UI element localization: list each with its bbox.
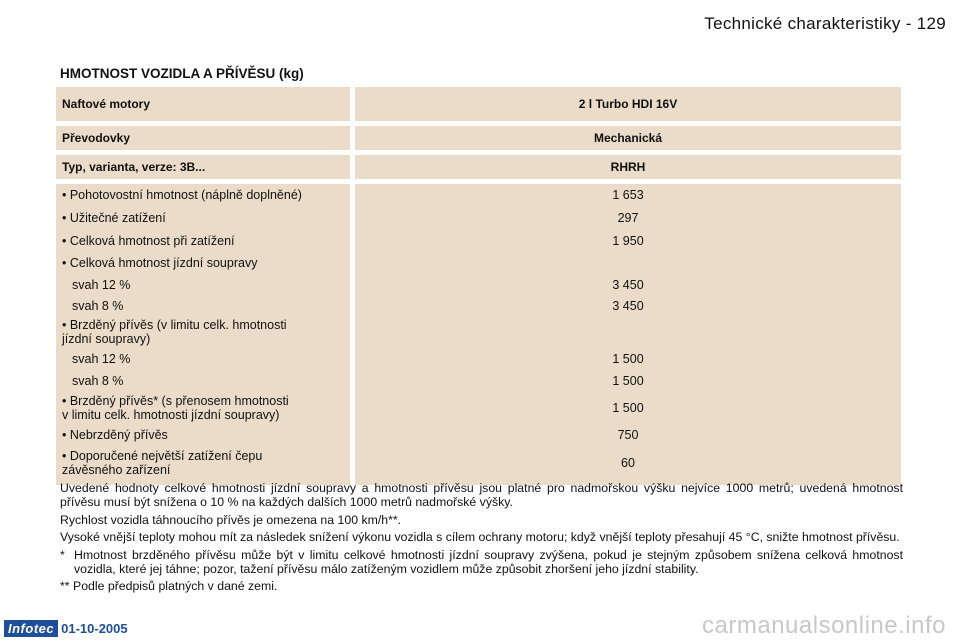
table-row-label: • Celková hmotnost při zatížení <box>62 233 235 248</box>
table-row-value <box>355 252 901 274</box>
table-row-label: • Brzděný přívěs* (s přenosem hmotnosti v limitu celk. hmotnosti jízdní soupravy) <box>62 393 289 422</box>
notes <box>60 481 903 597</box>
engine-label: Naftové motory <box>56 87 350 121</box>
footnote-2: ** Podle předpisů platných v dané zemi. <box>60 579 278 593</box>
gearbox-label: Převodovky <box>56 126 350 150</box>
weights-table <box>56 87 901 485</box>
note-altitude: Uvedené hodnoty celkové hmotnosti jízdní soupravy a hmotnosti přívěsu jsou platné pro nadmořskou výšku nejvíce 1000 metrů; uvedená hmotnost přívěsu musí být snížena o 10 % na každých dalších 1000 metrů nadmořské výšky. <box>60 481 903 509</box>
weights-values <box>355 184 901 485</box>
table-row-engine <box>56 87 901 121</box>
note-speed: Rychlost vozidla táhnoucího přívěs je omezena na 100 km/h**. <box>60 512 402 527</box>
table-row-type <box>56 155 901 179</box>
type-value: RHRH <box>355 155 901 179</box>
footnote-1 <box>60 548 903 576</box>
table-row-value: 1 500 <box>612 352 644 366</box>
table-row-label: • Nebrzděný přívěs <box>62 428 168 442</box>
footnote-1-text: Hmotnost brzděného přívěsu může být v limitu celkové hmotnosti jízdní soupravy zvýšena, pokud je stejným způsobem snížena celková hmotnost vozidla, které jej táhne; pozor, tažení přívěsu málo zatíženým vozidlem může způsobit zhoršení jeho jízdní stability. <box>74 547 903 576</box>
weights-body <box>56 184 901 485</box>
table-row-value: 1 950 <box>612 233 644 248</box>
footer-date: 01-10-2005 <box>61 621 128 636</box>
table-row-gearbox <box>56 126 901 150</box>
engine-value: 2 l Turbo HDI 16V <box>355 87 901 121</box>
table-row-label: svah 8 % <box>72 373 124 388</box>
table-row-value: 1 500 <box>612 400 644 415</box>
gearbox-value: Mechanická <box>355 126 901 150</box>
table-row-value: 1 653 <box>612 188 644 202</box>
note-temperature: Vysoké vnější teploty mohou mít za následek snížení výkonu vozidla s cílem ochrany motoru; když vnější teploty přesahují 45 °C, snižte hmotnost přívěsu. <box>60 530 900 544</box>
type-label: Typ, varianta, verze: 3B... <box>56 155 350 179</box>
table-row-label: svah 12 % <box>72 278 131 292</box>
table-row-value: 60 <box>621 455 635 470</box>
page-header: Technické charakteristiky - 129 <box>704 14 946 33</box>
footer <box>4 620 128 637</box>
table-row-value: 3 450 <box>612 299 644 313</box>
table-row-label: • Užitečné zatížení <box>62 210 166 225</box>
table-row-value: 297 <box>617 210 639 225</box>
table-row-label: • Doporučené největší zatížení čepu závěsného zařízení <box>62 448 263 477</box>
table-row-label: svah 8 % <box>72 299 124 313</box>
table-row-value: 3 450 <box>612 278 644 292</box>
weights-labels <box>56 184 350 485</box>
table-row-label: • Pohotovostní hmotnost (náplně doplněné) <box>62 188 302 202</box>
infotec-logo: Infotec <box>4 620 58 637</box>
table-row-label: • Celková hmotnost jízdní soupravy <box>62 256 258 270</box>
table-row-label: svah 12 % <box>72 352 131 366</box>
watermark: carmanualsonline.info <box>702 612 946 639</box>
table-row-value: 1 500 <box>612 373 644 388</box>
footnote-1-mark: * <box>60 547 65 562</box>
table-row-label: • Brzděný přívěs (v limitu celk. hmotnosti jízdní soupravy) <box>62 318 287 346</box>
section-title: HMOTNOST VOZIDLA A PŘÍVĚSU (kg) <box>60 66 304 81</box>
table-row-value <box>355 316 901 348</box>
table-row-value: 750 <box>617 428 639 442</box>
